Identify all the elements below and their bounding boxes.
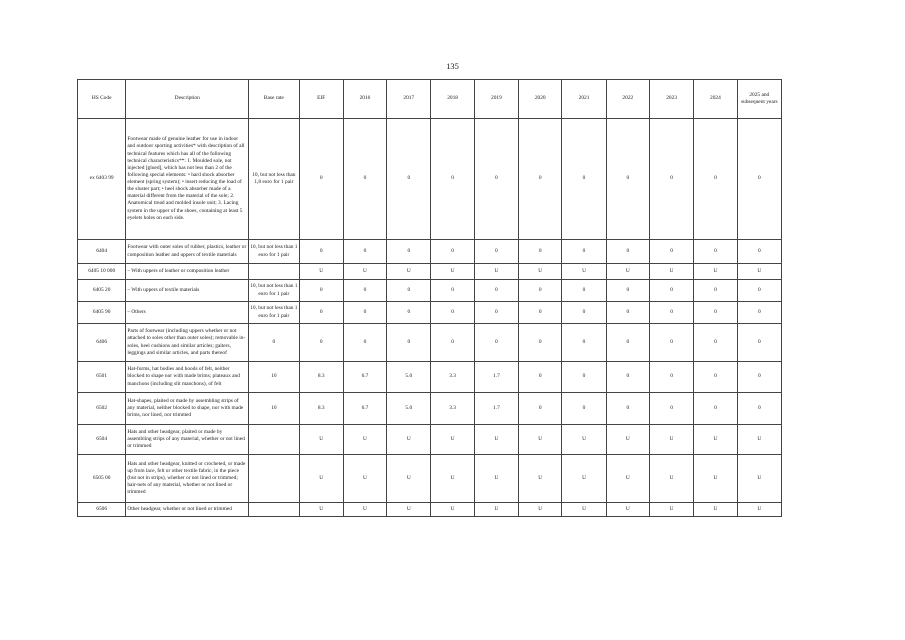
rate-cell: 0 [737, 362, 781, 393]
description-cell: – Others [126, 302, 249, 324]
rate-cell: U [694, 425, 737, 455]
rate-cell: U [343, 264, 386, 280]
hs-code-cell: 6405 10 000 [78, 264, 126, 280]
rate-cell: 0 [519, 302, 562, 324]
rate-cell: 0 [694, 393, 737, 425]
rate-cell: 0 [519, 119, 562, 240]
table-row [78, 302, 782, 324]
hs-code-cell: 6501 [78, 362, 126, 393]
rate-cell: 0 [606, 362, 649, 393]
rate-cell: 0 [299, 280, 343, 302]
rate-cell: 0 [343, 324, 386, 362]
rate-cell: U [737, 264, 781, 280]
hs-code-cell: 6505 00 [78, 455, 126, 503]
rate-cell: 0 [562, 240, 606, 264]
rate-cell: 0 [519, 324, 562, 362]
rate-cell: 0 [562, 324, 606, 362]
rate-cell: U [474, 503, 518, 517]
rate-cell: 0 [606, 393, 649, 425]
rate-cell: 0 [474, 280, 518, 302]
table-row [78, 324, 782, 362]
rate-cell: 0 [606, 119, 649, 240]
rate-cell: U [519, 264, 562, 280]
rate-cell: 0 [474, 240, 518, 264]
description-cell: Parts of footwear (including uppers whether or not attached to soles other than outer soles); removable in-soles, heel cushions and similar articles; gaiters, leggings and similar articles, and parts thereof [126, 324, 249, 362]
rate-cell: 0 [519, 362, 562, 393]
rate-cell: 0 [649, 302, 693, 324]
table-row [78, 425, 782, 455]
rate-cell: 0 [519, 393, 562, 425]
rate-cell: U [299, 425, 343, 455]
hs-code-cell: 6405 90 [78, 302, 126, 324]
rate-cell: U [606, 264, 649, 280]
rate-cell: 8.3 [299, 362, 343, 393]
description-cell: Footwear with outer soles of rubber, plastics, leather or composition leather and uppers of textile materials [126, 240, 249, 264]
rate-cell: U [343, 503, 386, 517]
rate-cell: 3.3 [431, 362, 474, 393]
base-rate-cell: 10, but not less than 1 euro for 1 pair [249, 280, 299, 302]
rate-cell: U [474, 425, 518, 455]
column-header: Base rate [249, 80, 299, 119]
base-rate-cell: 10, but not less than 1 euro for 1 pair [249, 240, 299, 264]
rate-cell: U [387, 425, 431, 455]
tariff-schedule-table [77, 79, 782, 517]
rate-cell: 0 [343, 119, 386, 240]
rate-cell: 0 [649, 324, 693, 362]
description-cell: Hat-forms, hat bodies and hoods of felt, neither blocked to shape nor with made brims; plateaux and manchons (including slit manchons), of felt [126, 362, 249, 393]
rate-cell: 0 [387, 119, 431, 240]
rate-cell: 0 [343, 302, 386, 324]
rate-cell: U [299, 503, 343, 517]
rate-cell: 0 [299, 240, 343, 264]
rate-cell: U [343, 455, 386, 503]
rate-cell: U [649, 264, 693, 280]
rate-cell: 0 [387, 280, 431, 302]
rate-cell: 0 [299, 119, 343, 240]
rate-cell: 0 [474, 119, 518, 240]
header-row [78, 80, 782, 119]
rate-cell: U [299, 455, 343, 503]
rate-cell: 0 [387, 302, 431, 324]
rate-cell: U [387, 455, 431, 503]
rate-cell: U [737, 503, 781, 517]
rate-cell: U [737, 455, 781, 503]
rate-cell: 0 [649, 393, 693, 425]
rate-cell: 0 [474, 302, 518, 324]
rate-cell: U [649, 455, 693, 503]
column-header: 2017 [387, 80, 431, 119]
rate-cell: 0 [562, 280, 606, 302]
column-header: Description [126, 80, 249, 119]
rate-cell: 0 [694, 280, 737, 302]
column-header: 2020 [519, 80, 562, 119]
rate-cell: 3.3 [431, 393, 474, 425]
base-rate-cell: 10, but not less than 1,8 euro for 1 pair [249, 119, 299, 240]
column-header: 2023 [649, 80, 693, 119]
rate-cell: U [431, 425, 474, 455]
rate-cell: U [519, 455, 562, 503]
rate-cell: 0 [343, 280, 386, 302]
rate-cell: 0 [387, 324, 431, 362]
rate-cell: 0 [431, 324, 474, 362]
rate-cell: 0 [694, 240, 737, 264]
rate-cell: U [431, 455, 474, 503]
base-rate-cell: 10 [249, 393, 299, 425]
rate-cell: 0 [562, 362, 606, 393]
rate-cell: U [694, 264, 737, 280]
rate-cell: 5.0 [387, 362, 431, 393]
table-row [78, 264, 782, 280]
rate-cell: 0 [562, 393, 606, 425]
rate-cell: 0 [474, 324, 518, 362]
rate-cell: 6.7 [343, 362, 386, 393]
rate-cell: 6.7 [343, 393, 386, 425]
rate-cell: 0 [649, 119, 693, 240]
rate-cell: 0 [519, 240, 562, 264]
column-header: 2024 [694, 80, 737, 119]
description-cell: – With uppers of textile materials [126, 280, 249, 302]
rate-cell: 1.7 [474, 393, 518, 425]
column-header: 2025 and subsequent years [737, 80, 781, 119]
base-rate-cell: 10, but not less than 1 euro for 1 pair [249, 302, 299, 324]
rate-cell: U [474, 264, 518, 280]
hs-code-cell: 6405 20 [78, 280, 126, 302]
rate-cell: U [606, 425, 649, 455]
rate-cell: 0 [737, 324, 781, 362]
base-rate-cell [249, 455, 299, 503]
rate-cell: U [299, 264, 343, 280]
table-row [78, 362, 782, 393]
rate-cell: 0 [606, 302, 649, 324]
rate-cell: U [737, 425, 781, 455]
base-rate-cell [249, 503, 299, 517]
rate-cell: 0 [562, 119, 606, 240]
rate-cell: 0 [694, 324, 737, 362]
base-rate-cell [249, 425, 299, 455]
rate-cell: 0 [737, 302, 781, 324]
rate-cell: 0 [694, 119, 737, 240]
table-row [78, 280, 782, 302]
rate-cell: 0 [737, 393, 781, 425]
hs-code-cell: 6506 [78, 503, 126, 517]
hs-code-cell: 6406 [78, 324, 126, 362]
rate-cell: U [606, 503, 649, 517]
rate-cell: 0 [519, 280, 562, 302]
page-number: 135 [446, 61, 459, 71]
rate-cell: 0 [606, 324, 649, 362]
rate-cell: 0 [606, 240, 649, 264]
rate-cell: U [606, 455, 649, 503]
column-header: 2021 [562, 80, 606, 119]
rate-cell: 0 [649, 280, 693, 302]
rate-cell: 8.3 [299, 393, 343, 425]
rate-cell: 0 [562, 302, 606, 324]
base-rate-cell [249, 264, 299, 280]
description-cell: Footwear made of genuine leather for use in indoor and outdoor sporting activities* with description of all technical features which has all of the following technical characteristics**: 1. Moulded sole, not injected [glued], which has not less than 2 of the following special elements: • hard shock absorber element (spring system); • insert reducing the load of the sluster part; • heel shock absorber made of a material different from the material of the sole; 2. Anatomical tread and molded insole unit; 3. Lacing system in the upper of the shoes, containing at least 5 eyelets holes on each side. [126, 119, 249, 240]
rate-cell: U [343, 425, 386, 455]
description-cell: Other headgear, whether or not lined or trimmed [126, 503, 249, 517]
column-header: 2022 [606, 80, 649, 119]
rate-cell: U [431, 503, 474, 517]
rate-cell: 5.0 [387, 393, 431, 425]
table-body [78, 119, 782, 517]
rate-cell: 0 [649, 240, 693, 264]
rate-cell: 0 [606, 280, 649, 302]
description-cell: Hats and other headgear, plaited or made by assembling strips of any material, whether or not lined or trimmed [126, 425, 249, 455]
hs-code-cell: 6404 [78, 240, 126, 264]
hs-code-cell: ex 6403 99 [78, 119, 126, 240]
table-row [78, 455, 782, 503]
rate-cell: 0 [694, 362, 737, 393]
rate-cell: 0 [343, 240, 386, 264]
rate-cell: U [649, 503, 693, 517]
rate-cell: U [519, 425, 562, 455]
column-header: HS Code [78, 80, 126, 119]
table-row [78, 240, 782, 264]
base-rate-cell: 10 [249, 362, 299, 393]
rate-cell: 0 [431, 302, 474, 324]
hs-code-cell: 6504 [78, 425, 126, 455]
rate-cell: 0 [299, 324, 343, 362]
table-row [78, 503, 782, 517]
column-header: EIF [299, 80, 343, 119]
column-header: 2016 [343, 80, 386, 119]
rate-cell: 0 [737, 240, 781, 264]
table-row [78, 393, 782, 425]
rate-cell: 0 [649, 362, 693, 393]
hs-code-cell: 6502 [78, 393, 126, 425]
rate-cell: U [562, 425, 606, 455]
rate-cell: 0 [694, 302, 737, 324]
rate-cell: U [387, 503, 431, 517]
rate-cell: 1.7 [474, 362, 518, 393]
rate-cell: U [562, 264, 606, 280]
rate-cell: U [387, 264, 431, 280]
rate-cell: 0 [431, 119, 474, 240]
rate-cell: 0 [431, 280, 474, 302]
rate-cell: U [519, 503, 562, 517]
description-cell: Hat-shapes, plaited or made by assembling strips of any material, neither blocked to shape, nor with made brims, nor lined, nor trimmed [126, 393, 249, 425]
rate-cell: U [562, 455, 606, 503]
rate-cell: 0 [737, 280, 781, 302]
rate-cell: 0 [431, 240, 474, 264]
base-rate-cell: 0 [249, 324, 299, 362]
column-header: 2018 [431, 80, 474, 119]
table-row [78, 119, 782, 240]
rate-cell: 0 [299, 302, 343, 324]
rate-cell: U [694, 503, 737, 517]
rate-cell: U [562, 503, 606, 517]
description-cell: – With uppers of leather or composition leather [126, 264, 249, 280]
rate-cell: U [694, 455, 737, 503]
rate-cell: 0 [737, 119, 781, 240]
rate-cell: U [431, 264, 474, 280]
rate-cell: 0 [387, 240, 431, 264]
rate-cell: U [649, 425, 693, 455]
column-header: 2019 [474, 80, 518, 119]
description-cell: Hats and other headgear, knitted or crocheted, or made up from lace, felt or other textile fabric, in the piece (but not in strips), whether or not lined or trimmed; hair-nets of any material, whether or not lined or trimmed [126, 455, 249, 503]
rate-cell: U [474, 455, 518, 503]
